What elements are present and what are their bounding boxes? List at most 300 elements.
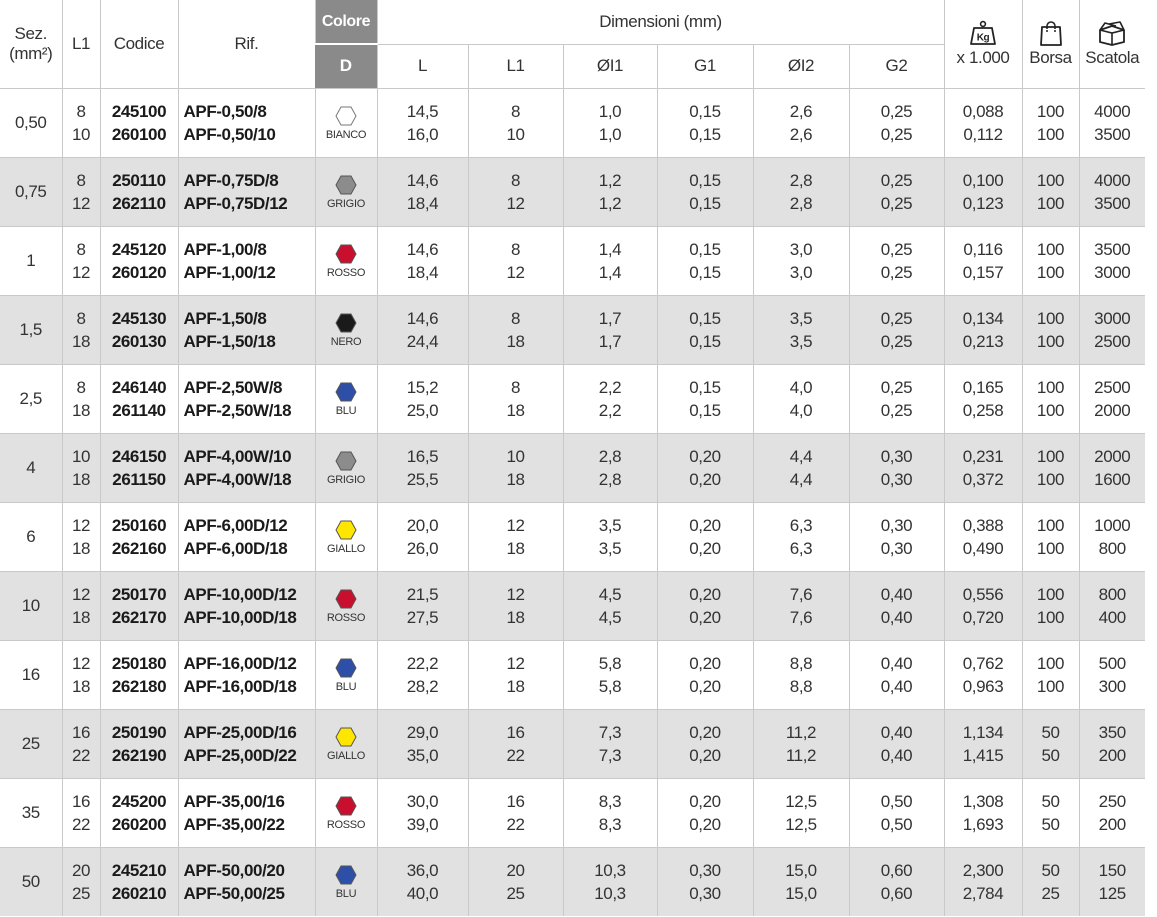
cell-dim-l1 xyxy=(468,364,563,433)
cell-dim-i2-value: 7,6 xyxy=(789,584,813,604)
cell-codice xyxy=(100,640,178,709)
cell-weight-value: 0,490 xyxy=(962,538,1004,558)
cell-dim-g2 xyxy=(849,433,944,502)
cell-dim-l1-value: 8 xyxy=(510,101,521,121)
cell-weight-value: 0,134 xyxy=(962,308,1004,328)
cell-dim-l1-value: 18 xyxy=(506,469,525,489)
cell-borsa xyxy=(1022,640,1079,709)
cell-scatola-value: 3000 xyxy=(1094,262,1131,282)
cell-weight xyxy=(944,709,1022,778)
table-row xyxy=(0,226,1157,295)
cell-borsa-value: 50 xyxy=(1041,860,1060,880)
cell-dim-g1-value: 0,20 xyxy=(689,469,721,489)
cell-dim-l1-value: 22 xyxy=(506,814,525,834)
cell-weight-value: 2,784 xyxy=(962,883,1004,903)
hexagon-color-icon xyxy=(335,106,357,126)
header-sez-label: Sez. xyxy=(14,23,47,43)
cell-l1-value: 12 xyxy=(71,584,91,604)
cell-dim-l1 xyxy=(468,571,563,640)
hexagon-shape xyxy=(336,452,356,470)
hexagon-shape xyxy=(336,245,356,263)
cell-rif xyxy=(178,640,315,709)
cell-dim-l1-value: 18 xyxy=(506,400,525,420)
color-name: NERO xyxy=(330,336,362,348)
hexagon-color-icon xyxy=(335,865,357,885)
svg-text:Kg: Kg xyxy=(976,32,990,44)
cell-sez: 0,75 xyxy=(0,157,62,226)
cell-dim-i1-value: 1,4 xyxy=(598,262,622,282)
cell-dim-g2-value: 0,25 xyxy=(880,170,913,190)
hexagon-shape xyxy=(336,107,356,125)
cell-dim-i2-value: 8,8 xyxy=(789,676,813,696)
cell-dim-g1-value: 0,15 xyxy=(689,170,721,190)
cell-dim-g2 xyxy=(849,709,944,778)
cell-sez: 50 xyxy=(0,847,62,916)
cell-l1 xyxy=(62,364,100,433)
cell-l1-value: 18 xyxy=(71,607,91,627)
cell-dim-l-value: 14,6 xyxy=(406,239,439,259)
cell-codice-value: 260120 xyxy=(111,262,167,282)
cell-dim-i2-value: 8,8 xyxy=(789,653,813,673)
cell-codice-value: 246140 xyxy=(111,377,167,397)
cell-codice-value: 250190 xyxy=(111,722,167,742)
cell-dim-g1-value: 0,20 xyxy=(689,607,721,627)
cell-scatola-value: 500 xyxy=(1098,653,1126,673)
cell-rif-value: APF-0,50/10 xyxy=(183,124,276,144)
cell-dim-i2-value: 3,0 xyxy=(789,262,813,282)
cell-l1-value: 8 xyxy=(76,170,86,190)
cell-dim-i1-value: 4,5 xyxy=(598,607,622,627)
cell-dim-l-value: 21,5 xyxy=(406,584,439,604)
cell-sez: 25 xyxy=(0,709,62,778)
cell-dim-g1-value: 0,20 xyxy=(689,584,721,604)
cell-colore xyxy=(315,847,377,916)
cell-scatola-value: 400 xyxy=(1098,607,1126,627)
cell-dim-g1-value: 0,15 xyxy=(689,239,721,259)
cell-weight-value: 0,231 xyxy=(962,446,1004,466)
header-rif: Rif. xyxy=(178,0,315,88)
cell-rif xyxy=(178,571,315,640)
cell-weight xyxy=(944,295,1022,364)
cell-dim-i1-value: 7,3 xyxy=(598,722,622,742)
cell-colore xyxy=(315,364,377,433)
cell-dim-g1-value: 0,20 xyxy=(689,446,721,466)
cell-borsa-value: 50 xyxy=(1041,745,1060,765)
cell-borsa-value: 100 xyxy=(1036,331,1065,351)
cell-dim-g1 xyxy=(657,571,753,640)
cell-dim-l1-value: 12 xyxy=(506,193,525,213)
cell-codice-value: 245120 xyxy=(111,239,167,259)
cell-scatola xyxy=(1079,709,1145,778)
cell-dim-i2 xyxy=(753,88,849,157)
cell-borsa xyxy=(1022,88,1079,157)
cell-dim-i2-value: 2,6 xyxy=(789,101,813,121)
cell-codice-value: 245210 xyxy=(111,860,167,880)
cell-codice-value: 262160 xyxy=(111,538,167,558)
cell-borsa-value: 50 xyxy=(1041,814,1060,834)
cell-codice-value: 245130 xyxy=(111,308,167,328)
cell-dim-i2-value: 4,0 xyxy=(789,377,813,397)
hexagon-shape xyxy=(336,383,356,401)
cell-dim-l-value: 30,0 xyxy=(406,791,439,811)
cell-dim-l-value: 20,0 xyxy=(406,515,439,535)
cell-dim-g2 xyxy=(849,778,944,847)
cell-dim-g1-value: 0,20 xyxy=(689,538,721,558)
cell-dim-g1-value: 0,15 xyxy=(689,377,721,397)
cell-dim-g1-value: 0,20 xyxy=(689,722,721,742)
cell-dim-g2-value: 0,50 xyxy=(880,791,913,811)
cell-dim-l-value: 35,0 xyxy=(406,745,439,765)
hexagon-color-icon xyxy=(335,382,357,402)
cell-dim-l1-value: 18 xyxy=(506,607,525,627)
cell-scatola-value: 2500 xyxy=(1094,377,1131,397)
cell-l1-value: 8 xyxy=(76,239,86,259)
cell-rif xyxy=(178,709,315,778)
hexagon-color-icon xyxy=(335,520,357,540)
cell-l1-value: 16 xyxy=(71,722,91,742)
cell-weight-value: 0,116 xyxy=(963,239,1003,259)
cell-dim-l xyxy=(377,157,468,226)
header-dim-g2: G2 xyxy=(849,44,944,88)
cell-weight-value: 0,088 xyxy=(962,101,1004,121)
cell-rif-value: APF-1,00/12 xyxy=(183,262,276,282)
hexagon-shape xyxy=(336,521,356,539)
cell-dim-i1 xyxy=(563,364,657,433)
cell-dim-i1-value: 3,5 xyxy=(598,538,622,558)
cell-colore xyxy=(315,433,377,502)
cell-dim-g2 xyxy=(849,640,944,709)
cell-dim-g2-value: 0,50 xyxy=(880,814,913,834)
cell-codice-value: 260100 xyxy=(111,124,167,144)
cell-dim-g1 xyxy=(657,88,753,157)
cell-dim-i2-value: 12,5 xyxy=(785,814,817,834)
cell-dim-g1 xyxy=(657,295,753,364)
cell-codice xyxy=(100,502,178,571)
color-name: ROSSO xyxy=(326,612,366,624)
box-icon xyxy=(1097,20,1127,46)
cell-dim-g1-value: 0,15 xyxy=(689,400,721,420)
table-row xyxy=(0,847,1157,916)
cell-colore xyxy=(315,295,377,364)
cell-scatola-value: 3500 xyxy=(1094,239,1131,259)
cell-dim-i2 xyxy=(753,778,849,847)
cell-dim-g1-value: 0,15 xyxy=(689,124,721,144)
cell-dim-i1-value: 1,2 xyxy=(598,170,622,190)
cell-colore xyxy=(315,502,377,571)
cell-l1 xyxy=(62,226,100,295)
cell-dim-l1-value: 12 xyxy=(506,262,525,282)
cell-dim-g1-value: 0,15 xyxy=(689,308,721,328)
cell-dim-l1-value: 18 xyxy=(506,676,525,696)
cell-rif xyxy=(178,433,315,502)
cell-dim-l1-value: 8 xyxy=(510,308,521,328)
cell-l1-value: 10 xyxy=(71,124,91,144)
cell-dim-l1-value: 25 xyxy=(506,883,525,903)
cell-l1-value: 12 xyxy=(71,653,91,673)
cell-dim-g2 xyxy=(849,88,944,157)
cell-weight-value: 0,388 xyxy=(962,515,1004,535)
cell-l1 xyxy=(62,295,100,364)
cell-dim-l-value: 40,0 xyxy=(406,883,439,903)
cell-dim-l1-value: 22 xyxy=(506,745,525,765)
cell-dim-i1-value: 1,2 xyxy=(598,193,622,213)
cell-codice-value: 262170 xyxy=(111,607,167,627)
cell-dim-i1 xyxy=(563,571,657,640)
hexagon-shape xyxy=(336,797,356,815)
cell-dim-i1-value: 2,8 xyxy=(598,446,622,466)
cell-scatola xyxy=(1079,364,1145,433)
cell-dim-g2 xyxy=(849,295,944,364)
cell-l1 xyxy=(62,502,100,571)
cell-weight-value: 0,213 xyxy=(962,331,1004,351)
cell-scatola-value: 4000 xyxy=(1094,101,1131,121)
hexagon-shape xyxy=(336,590,356,608)
cell-dim-i2-value: 6,3 xyxy=(789,515,813,535)
cell-dim-l1 xyxy=(468,502,563,571)
cell-dim-g2 xyxy=(849,226,944,295)
cell-dim-g2-value: 0,30 xyxy=(880,515,913,535)
color-name: ROSSO xyxy=(326,819,366,831)
color-name: BLU xyxy=(335,681,357,693)
cell-colore xyxy=(315,640,377,709)
cell-dim-i1 xyxy=(563,157,657,226)
header-borsa xyxy=(1022,0,1079,88)
cell-borsa-value: 100 xyxy=(1036,377,1065,397)
cell-dim-g2-value: 0,25 xyxy=(880,193,913,213)
cell-dim-i2 xyxy=(753,502,849,571)
cell-rif-value: APF-10,00D/18 xyxy=(183,607,297,627)
cell-dim-l-value: 26,0 xyxy=(406,538,439,558)
cell-scatola-value: 200 xyxy=(1098,814,1126,834)
cell-dim-i2 xyxy=(753,433,849,502)
cell-dim-g2-value: 0,30 xyxy=(880,469,913,489)
hexagon-shape xyxy=(336,866,356,884)
cell-dim-i1-value: 3,5 xyxy=(598,515,622,535)
cell-dim-g1-value: 0,30 xyxy=(689,883,721,903)
header-sez-unit: (mm²) xyxy=(9,43,53,63)
cell-rif-value: APF-4,00W/10 xyxy=(183,446,292,466)
cell-rif xyxy=(178,226,315,295)
hexagon-color-icon xyxy=(335,727,357,747)
cell-dim-l1 xyxy=(468,226,563,295)
cell-dim-l-value: 22,2 xyxy=(406,653,439,673)
cell-dim-l-value: 14,6 xyxy=(406,170,439,190)
cell-dim-i1-value: 2,8 xyxy=(598,469,622,489)
table-body xyxy=(0,88,1157,916)
cell-dim-l1-value: 8 xyxy=(510,377,521,397)
cell-dim-i1 xyxy=(563,502,657,571)
cell-dim-l-value: 28,2 xyxy=(406,676,439,696)
color-name: BIANCO xyxy=(325,129,367,141)
cell-sez: 4 xyxy=(0,433,62,502)
cell-dim-l1-value: 8 xyxy=(510,170,521,190)
cell-dim-g1 xyxy=(657,433,753,502)
cell-dim-i2 xyxy=(753,226,849,295)
cell-scatola-value: 3000 xyxy=(1094,308,1131,328)
cell-dim-i1-value: 1,7 xyxy=(598,331,622,351)
hexagon-shape xyxy=(336,728,356,746)
cell-borsa-value: 50 xyxy=(1041,722,1060,742)
color-name: BLU xyxy=(335,888,357,901)
cell-dim-l1 xyxy=(468,157,563,226)
cell-l1 xyxy=(62,709,100,778)
cell-colore xyxy=(315,157,377,226)
cell-dim-l1 xyxy=(468,295,563,364)
cell-weight-value: 0,112 xyxy=(963,124,1003,144)
cell-dim-g1-value: 0,15 xyxy=(689,101,721,121)
cell-codice xyxy=(100,88,178,157)
cell-weight xyxy=(944,433,1022,502)
cell-dim-g1 xyxy=(657,157,753,226)
cell-scatola xyxy=(1079,571,1145,640)
cell-dim-g1 xyxy=(657,364,753,433)
cell-rif-value: APF-25,00D/22 xyxy=(183,745,297,765)
cell-codice-value: 250110 xyxy=(112,170,166,190)
hexagon-shape xyxy=(336,314,356,332)
cell-rif-value: APF-50,00/25 xyxy=(183,883,285,903)
header-codice: Codice xyxy=(100,0,178,88)
cell-codice-value: 261140 xyxy=(112,400,166,420)
cell-dim-l-value: 14,5 xyxy=(406,101,439,121)
cell-dim-l-value: 18,4 xyxy=(406,193,439,213)
cell-codice-value: 246150 xyxy=(111,446,167,466)
cell-borsa xyxy=(1022,364,1079,433)
cell-dim-i2-value: 3,5 xyxy=(789,331,813,351)
cell-l1-value: 12 xyxy=(71,262,91,282)
hexagon-shape xyxy=(336,659,356,677)
cell-borsa-value: 100 xyxy=(1036,538,1065,558)
cell-dim-l1 xyxy=(468,88,563,157)
cell-colore xyxy=(315,778,377,847)
cell-dim-i1-value: 1,0 xyxy=(598,124,622,144)
cell-dim-i2-value: 2,8 xyxy=(789,193,813,213)
cell-weight xyxy=(944,502,1022,571)
cell-scatola xyxy=(1079,778,1145,847)
cell-dim-i2-value: 4,4 xyxy=(789,446,813,466)
cell-dim-i2 xyxy=(753,847,849,916)
table-row xyxy=(0,364,1157,433)
cell-l1-value: 8 xyxy=(76,377,86,397)
cell-l1-value: 10 xyxy=(71,446,91,466)
cell-dim-g1 xyxy=(657,502,753,571)
cell-scatola-value: 150 xyxy=(1098,860,1126,880)
cell-dim-l1-value: 10 xyxy=(506,446,525,466)
cell-colore xyxy=(315,571,377,640)
cell-dim-l xyxy=(377,88,468,157)
cell-dim-l-value: 16,5 xyxy=(406,446,439,466)
cell-dim-l-value: 27,5 xyxy=(406,607,439,627)
cell-scatola-value: 2500 xyxy=(1094,331,1131,351)
cell-dim-l xyxy=(377,295,468,364)
cell-l1-value: 22 xyxy=(71,745,91,765)
cell-weight-value: 0,258 xyxy=(962,400,1004,420)
cell-dim-i2 xyxy=(753,364,849,433)
cell-dim-i1-value: 1,7 xyxy=(598,308,622,328)
header-dim-l: L xyxy=(377,44,468,88)
cell-sez: 16 xyxy=(0,640,62,709)
cell-dim-i2-value: 11,2 xyxy=(785,722,817,742)
cell-borsa xyxy=(1022,502,1079,571)
cell-scatola-value: 800 xyxy=(1098,538,1126,558)
hexagon-color-icon xyxy=(335,313,357,333)
cell-rif-value: APF-6,00D/18 xyxy=(183,538,288,558)
header-dim-l1: L1 xyxy=(468,44,563,88)
cell-borsa-value: 100 xyxy=(1036,400,1065,420)
cell-dim-i2 xyxy=(753,571,849,640)
cell-dim-l xyxy=(377,640,468,709)
cell-l1-value: 18 xyxy=(71,331,91,351)
cell-scatola-value: 300 xyxy=(1098,676,1126,696)
hexagon-color-icon xyxy=(335,658,357,678)
table-row xyxy=(0,709,1157,778)
cell-l1-value: 18 xyxy=(71,676,91,696)
cell-dim-g2-value: 0,40 xyxy=(880,584,913,604)
cell-codice xyxy=(100,847,178,916)
header-colore-d: D xyxy=(315,44,377,88)
cell-weight-value: 1,134 xyxy=(962,722,1004,742)
cell-dim-l-value: 18,4 xyxy=(406,262,439,282)
cell-l1 xyxy=(62,88,100,157)
cell-codice-value: 260210 xyxy=(111,883,167,903)
cell-borsa-value: 50 xyxy=(1041,791,1060,811)
cell-borsa xyxy=(1022,571,1079,640)
cell-dim-i1 xyxy=(563,88,657,157)
cell-codice-value: 262110 xyxy=(112,193,166,213)
cell-borsa xyxy=(1022,433,1079,502)
cell-dim-i2-value: 3,0 xyxy=(789,239,813,259)
cell-dim-i2-value: 4,0 xyxy=(789,400,813,420)
cell-borsa-value: 100 xyxy=(1036,239,1065,259)
header-sez xyxy=(0,0,62,88)
cell-codice-value: 260130 xyxy=(111,331,167,351)
cell-sez: 0,50 xyxy=(0,88,62,157)
cell-borsa-value: 100 xyxy=(1036,262,1065,282)
cell-dim-i1 xyxy=(563,640,657,709)
cell-codice xyxy=(100,778,178,847)
cell-dim-g1 xyxy=(657,226,753,295)
cell-colore xyxy=(315,709,377,778)
cell-scatola xyxy=(1079,226,1145,295)
cell-weight-value: 0,123 xyxy=(962,193,1004,213)
cell-dim-g2-value: 0,40 xyxy=(880,676,913,696)
cell-l1-value: 18 xyxy=(71,538,91,558)
cell-weight-value: 0,100 xyxy=(962,170,1004,190)
cell-borsa-value: 100 xyxy=(1036,170,1065,190)
cell-scatola xyxy=(1079,88,1145,157)
cell-rif-value: APF-2,50W/18 xyxy=(183,400,292,420)
cell-scatola-value: 4000 xyxy=(1094,170,1131,190)
header-dim-i1: ØI1 xyxy=(563,44,657,88)
cell-scatola-value: 1600 xyxy=(1094,469,1131,489)
hexagon-color-icon xyxy=(335,589,357,609)
header-scatola-label: Scatola xyxy=(1085,47,1140,67)
cell-codice-value: 262190 xyxy=(111,745,167,765)
cell-dim-g1 xyxy=(657,847,753,916)
cell-dim-l xyxy=(377,709,468,778)
cell-rif-value: APF-16,00D/18 xyxy=(183,676,297,696)
cell-dim-l1-value: 16 xyxy=(506,791,525,811)
cell-dim-l-value: 39,0 xyxy=(406,814,439,834)
cell-dim-i1 xyxy=(563,433,657,502)
cell-dim-i1-value: 1,0 xyxy=(598,101,622,121)
cell-weight xyxy=(944,157,1022,226)
color-name: ROSSO xyxy=(326,267,366,279)
cell-dim-l xyxy=(377,571,468,640)
cell-l1-value: 25 xyxy=(71,883,91,903)
cell-borsa-value: 100 xyxy=(1036,469,1065,489)
cell-dim-g1 xyxy=(657,640,753,709)
cell-dim-i1-value: 2,2 xyxy=(598,377,622,397)
